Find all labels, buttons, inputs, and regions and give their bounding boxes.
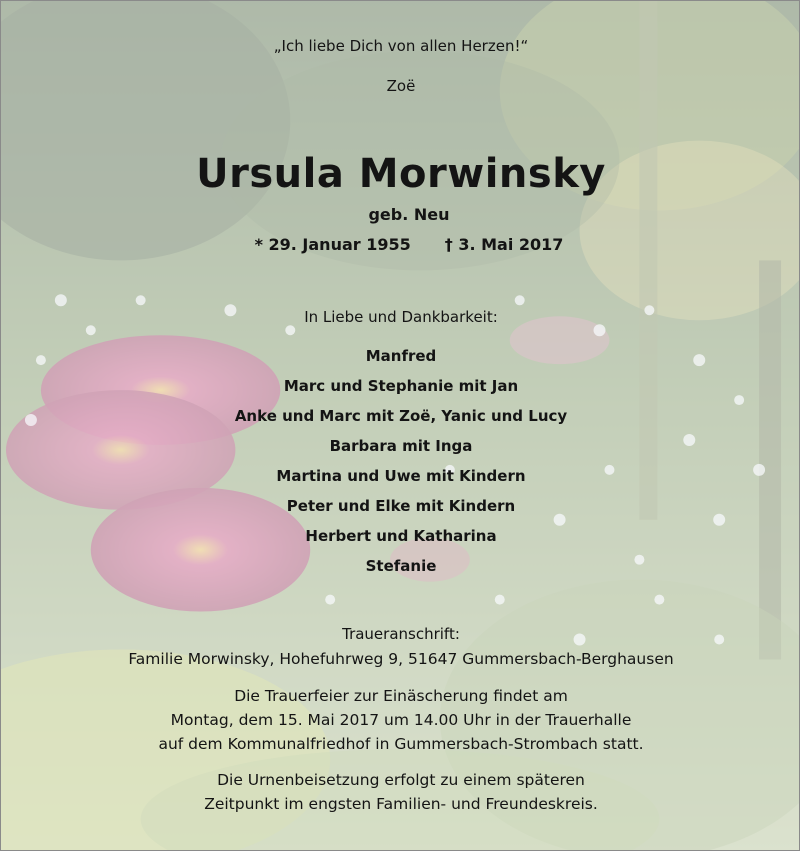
- mourner-entry: Anke und Marc mit Zoë, Yanic und Lucy: [234, 407, 568, 425]
- mourning-address: Familie Morwinsky, Hohefuhrweg 9, 51647 Gummersbach-Berghausen: [128, 650, 674, 668]
- mourner-entry: Barbara mit Inga: [329, 437, 473, 455]
- mourner-entry: Herbert und Katharina: [305, 527, 497, 545]
- death-date: † 3. Mai 2017: [444, 235, 564, 254]
- mourners-list: [1, 341, 800, 581]
- deceased-name: Ursula Morwinsky: [196, 151, 606, 197]
- burial-line: Zeitpunkt im engsten Familien- und Freundeskreis.: [204, 795, 598, 813]
- mourner-entry: Stefanie: [365, 557, 437, 575]
- life-dates: [1, 235, 800, 254]
- memorial-quote: „Ich liebe Dich von allen Herzen!“: [273, 37, 529, 55]
- birth-date: * 29. Januar 1955: [254, 235, 411, 254]
- mourner-entry: Manfred: [365, 347, 437, 365]
- burial-notice: [1, 768, 800, 816]
- funeral-line: auf dem Kommunalfriedhof in Gummersbach-Strombach statt.: [158, 735, 644, 753]
- mourners-intro: In Liebe und Dankbarkeit:: [304, 308, 498, 326]
- burial-line: Die Urnenbeisetzung erfolgt zu einem späteren: [217, 771, 585, 789]
- mourner-entry: Peter und Elke mit Kindern: [286, 497, 516, 515]
- quote-author: Zoë: [386, 77, 416, 95]
- funeral-notice: [1, 684, 800, 756]
- mourner-entry: Marc und Stephanie mit Jan: [283, 377, 519, 395]
- mourning-address-label: Traueranschrift:: [342, 625, 460, 643]
- funeral-line: Die Trauerfeier zur Einäscherung findet am: [234, 687, 568, 705]
- birth-name: geb. Neu: [368, 205, 450, 224]
- obituary-text: [1, 1, 800, 851]
- funeral-line: Montag, dem 15. Mai 2017 um 14.00 Uhr in der Trauerhalle: [170, 711, 632, 729]
- mourner-entry: Martina und Uwe mit Kindern: [276, 467, 526, 485]
